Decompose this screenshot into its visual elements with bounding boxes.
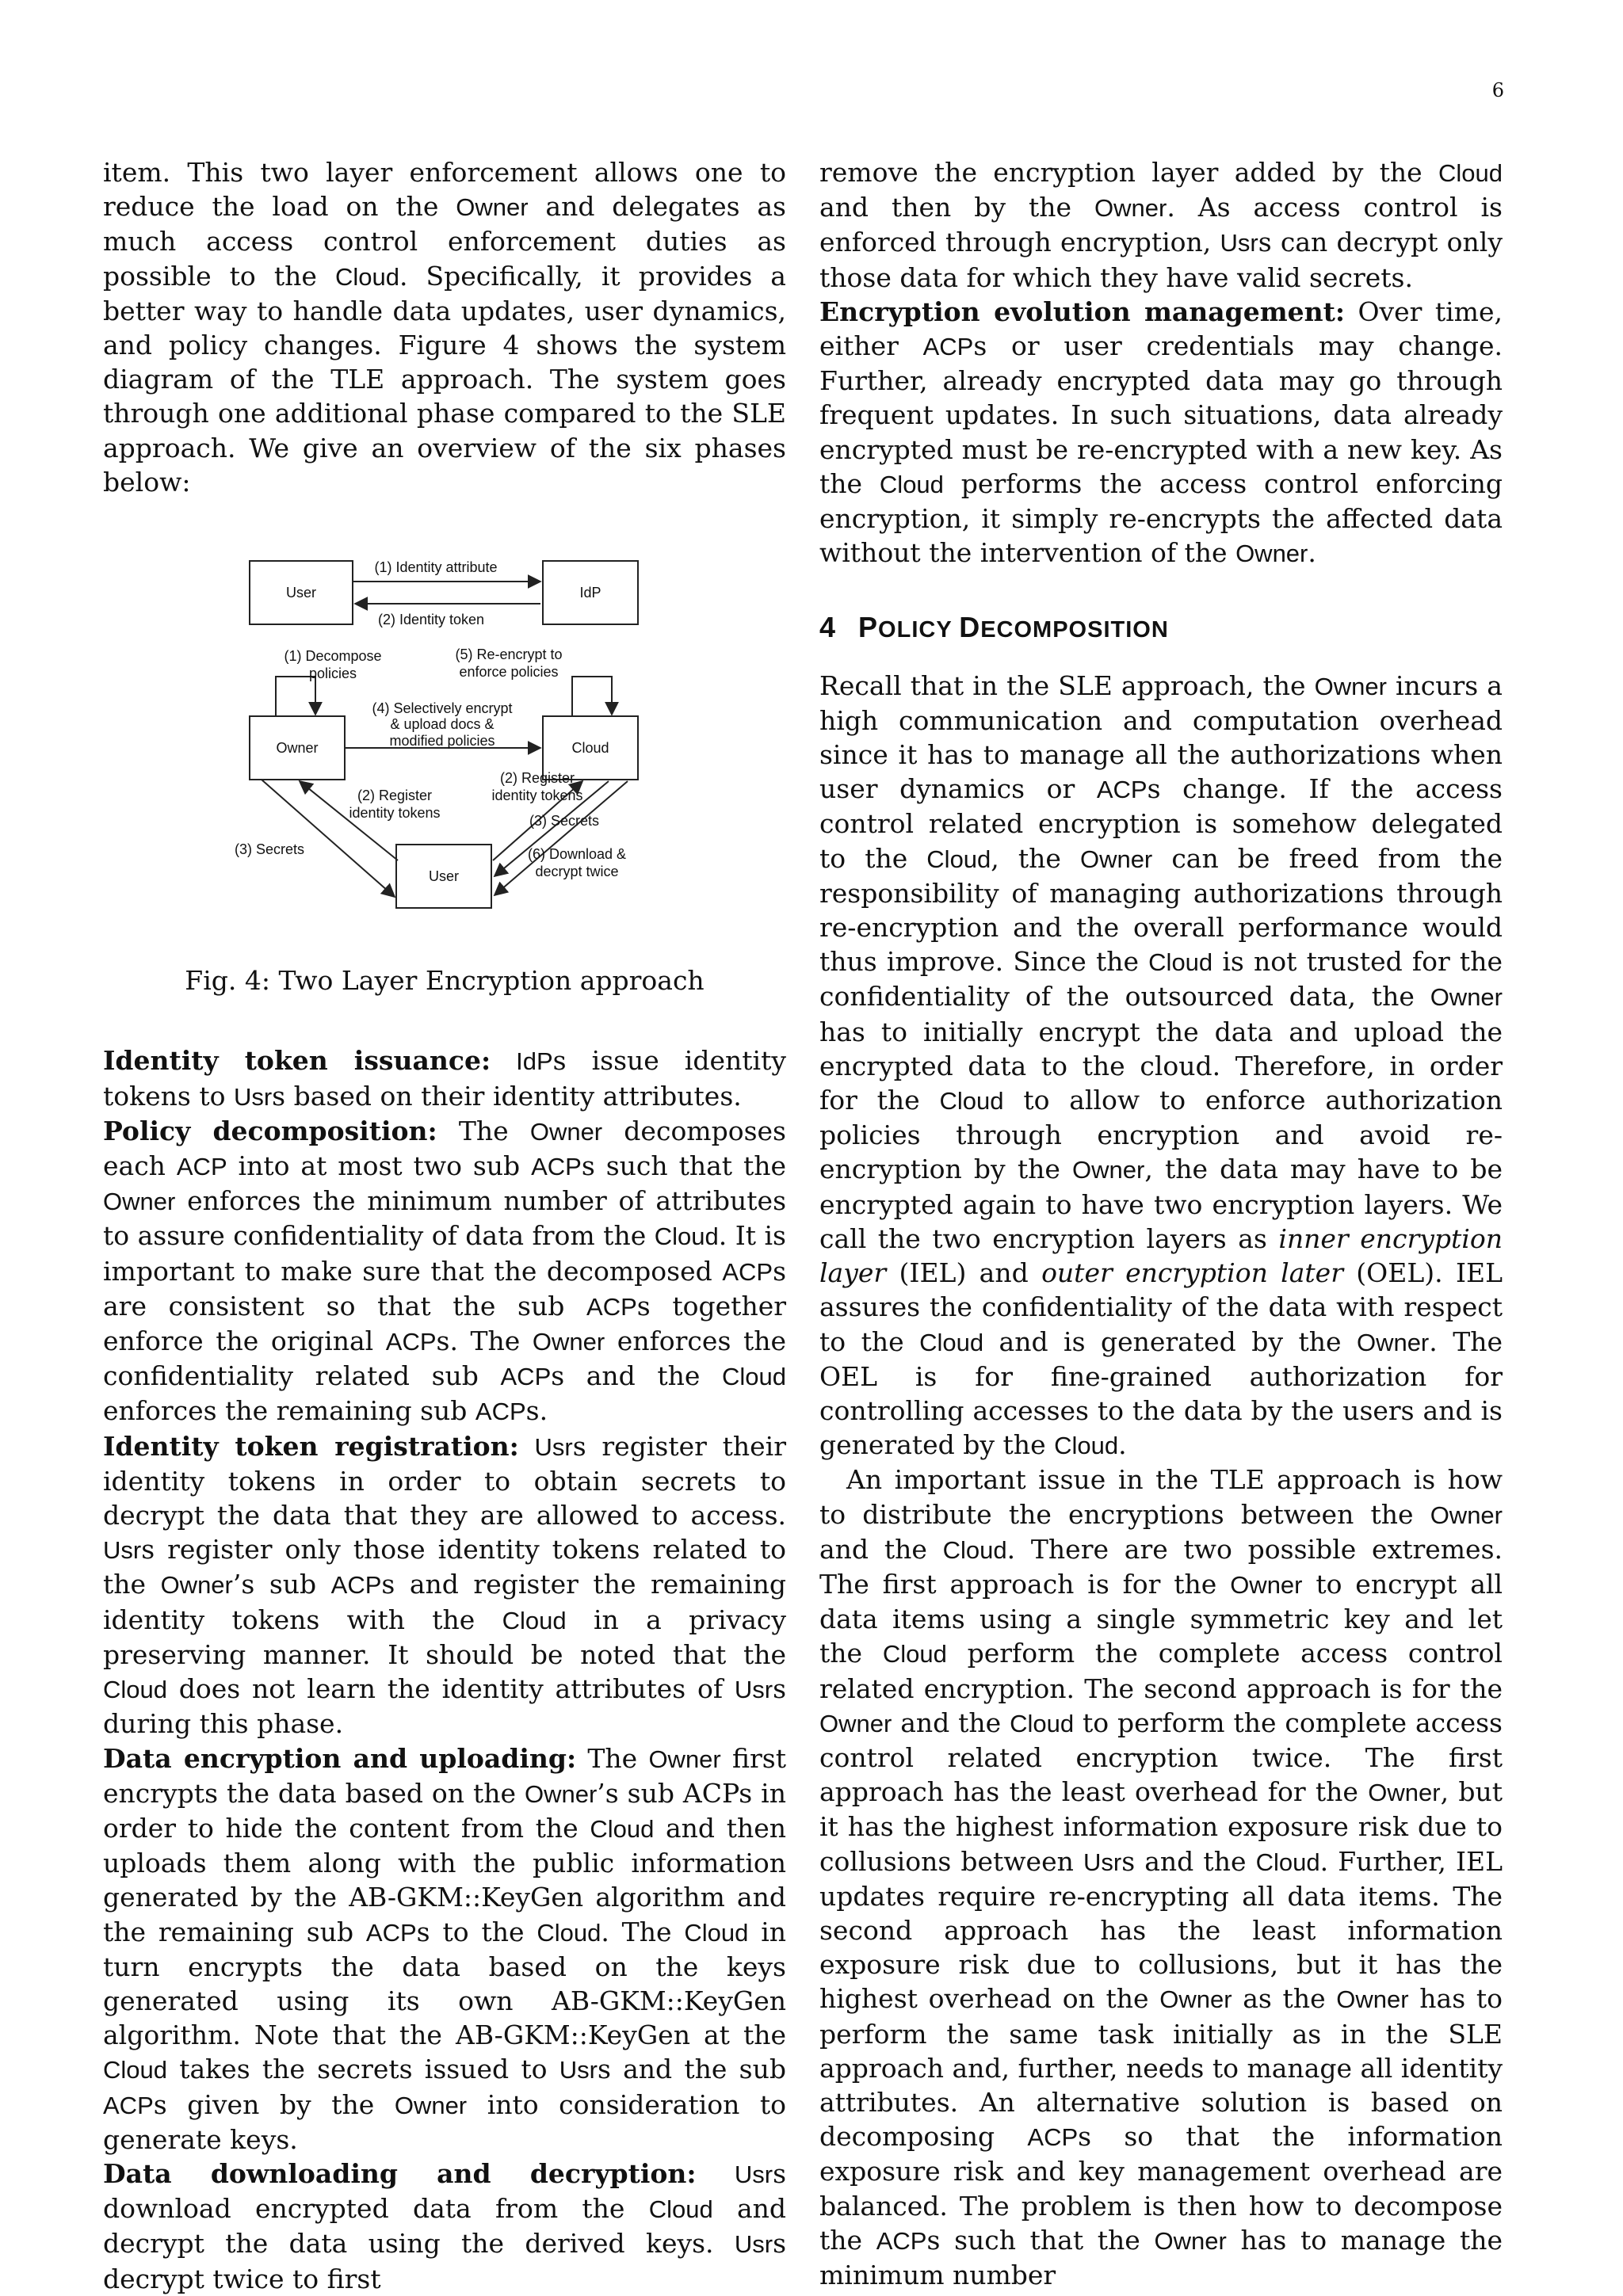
continued-paragraph: remove the encryption layer added by the Cloud and then by the Owner. As access control is enforced through encryption, Usrs can decrypt only those data for which they have valid secrets.	[819, 157, 1503, 293]
section-paragraph-2: An important issue in the TLE approach is how to distribute the encryptions between the Owner and the Cloud. There are two possible extremes. The first approach is for the Owner to encrypt all data items using a single symmetric key and let the Cloud perform the complete access control related encryption. The second approach is for the Owner and the Cloud to perform the complete access control related encryption twice. The first approach has the least overhead for the Owner, but it has the highest information exposure risk due to collusions between Usrs and the Cloud. Further, IEL updates require re-encrypting all data items. The second approach has the least information exposure risk due to collusions, but it has the highest overhead on the Owner as the Owner has to perform the same task initially as in the SLE approach and, further, needs to manage all identity attributes. An alternative solution is based on decomposing ACPs so that the information exposure risk and key management overhead are balanced. The problem is then how to decompose the ACPs such that the Owner has to manage the minimum number	[819, 1464, 1503, 2290]
reg-cloud-label-1: (2) Register	[499, 770, 575, 787]
entity-term: Owner	[532, 1328, 605, 1356]
decompose-label-1: (1) Decompose	[284, 648, 382, 665]
entity-term: Owner	[529, 1117, 603, 1146]
phase-label: Data downloading and decryption:	[103, 2157, 697, 2189]
figure-caption: Fig. 4: Two Layer Encryption approach	[185, 965, 705, 997]
phase-label: Encryption evolution management:	[819, 296, 1346, 327]
phase-data-downloading	[103, 2157, 786, 2296]
entity-term: Owner	[1336, 1985, 1409, 2014]
entity-term: Owner	[1079, 845, 1153, 873]
entity-term: ACP	[876, 2226, 927, 2255]
secrets-cloud-label: (3) Secrets	[529, 813, 600, 830]
phase-identity-issuance	[103, 1043, 786, 1113]
entity-term: ACP	[176, 1153, 227, 1181]
entity-term: ACP	[385, 1328, 437, 1356]
entity-term: Owner	[1072, 1156, 1145, 1184]
entity-term: ACP	[531, 1153, 582, 1181]
entity-term: Cloud	[879, 470, 944, 498]
entity-term: Cloud	[684, 1918, 749, 1947]
phase-body: Usrs download encrypted data from the Cloud and decrypt the data using the derived keys. Usrs decrypt twice to first	[103, 2157, 787, 2294]
entity-term: Cloud	[334, 262, 399, 291]
reencrypt-label-1: (5) Re-encrypt to	[455, 646, 563, 663]
entity-term: Cloud	[1255, 1848, 1320, 1876]
entity-term: ACP	[1027, 2123, 1079, 2152]
right-column	[819, 155, 1503, 2292]
entity-term: Owner	[103, 1188, 176, 1216]
section-number: 4	[819, 611, 837, 644]
entity-term: Cloud	[919, 1328, 984, 1356]
section-title-part: D	[959, 611, 981, 644]
phase-policy-decomposition	[103, 1114, 786, 1429]
phase-label: Identity token registration:	[103, 1430, 519, 1462]
phase-body: The Owner decomposes each ACP into at most two sub ACPs such that the Owner enforces the minimum number of attributes to assure confidentiality of data from the Cloud. It is important to make sure that the decomposed ACPs are consistent so that the sub ACPs together enforce the original ACPs. The Owner enforces the confidentiality related sub ACPs and the Cloud enforces the remaining sub ACPs.	[103, 1115, 787, 1427]
owner-label: Owner	[276, 740, 319, 757]
reencrypt-label-2: enforce policies	[459, 664, 559, 681]
entity-term: Owner	[160, 1571, 233, 1600]
phase-body: IdPs issue identity tokens to Usrs based on their identity attributes.	[103, 1045, 786, 1112]
phase-body: Over time, either ACPs or user credentials may change. Further, already encrypted data may go through frequent updates. In such situations, data already encrypted must be re-encrypted with a new key. As the Cloud performs the access control enforcing encryption, it simply re-encrypts the affected data without the intervention of the Owner.	[819, 296, 1503, 569]
entity-term: Owner	[456, 193, 529, 222]
entity-term: Owner	[1430, 1501, 1503, 1529]
entity-term: Usr	[1083, 1848, 1122, 1876]
decompose-label-2: policies	[308, 666, 357, 682]
entity-term: Owner	[1356, 1328, 1430, 1356]
entity-term: Usr	[103, 1536, 142, 1565]
left-column	[103, 155, 786, 2296]
user-label-bottom: User	[428, 868, 460, 885]
entity-term: ACP	[365, 1918, 417, 1947]
entity-term: ACP	[330, 1571, 382, 1600]
entity-term: Cloud	[882, 1640, 947, 1669]
identity-attribute-label: (1) Identity attribute	[374, 559, 498, 576]
phase-body: The Owner first encrypts the data based on the Owner’s sub ACPs in order to hide the content from the Cloud and then uploads them along with the public information generated by the AB-GKM::KeyGen algorithm and the remaining sub ACPs to the Cloud. The Cloud in turn encrypts the data based on the keys generated using its own AB-GKM::KeyGen algorithm. Note that the AB-GKM::KeyGen at the Cloud takes the secrets issued to Usrs and the sub ACPs given by the Owner into consideration to generate keys.	[103, 1742, 787, 2155]
entity-term: Cloud	[1010, 1709, 1075, 1737]
entity-term: Owner	[1154, 2226, 1227, 2255]
entity-term: Cloud	[590, 1814, 655, 1843]
entity-term: Cloud	[103, 1676, 167, 1704]
section-title-part: OLICY	[878, 617, 960, 643]
entity-term: Cloud	[1438, 159, 1503, 187]
download-label-2: decrypt twice	[535, 864, 619, 880]
entity-term: Owner	[1314, 672, 1387, 700]
entity-term: Usr	[559, 2056, 598, 2084]
reg-owner-label-2: identity tokens	[349, 805, 441, 822]
entity-term: Cloud	[942, 1535, 1007, 1564]
figure-4	[103, 543, 786, 997]
entity-term: Owner	[1159, 1985, 1232, 2014]
entity-term: Cloud	[722, 1363, 786, 1391]
user-label-top: User	[285, 585, 317, 601]
entity-term: Owner	[1368, 1779, 1441, 1807]
entity-term: Owner	[524, 1779, 598, 1808]
emphasis: outer encryption later	[1041, 1257, 1343, 1289]
page-number: 6	[1491, 79, 1504, 101]
entity-term: IdP	[516, 1047, 553, 1076]
entity-term: Cloud	[648, 2195, 713, 2224]
entity-term: ACP	[922, 333, 974, 361]
entity-term: Usr	[734, 1676, 773, 1704]
cloud-label: Cloud	[571, 740, 609, 757]
phase-label: Identity token issuance:	[103, 1045, 491, 1077]
reg-owner-label-1: (2) Register	[357, 788, 433, 804]
phase-data-encryption	[103, 1741, 786, 2157]
entity-term: Usr	[734, 2160, 773, 2188]
section-heading	[819, 610, 1503, 647]
entity-term: Cloud	[1148, 948, 1213, 977]
entity-term: ACP	[500, 1363, 552, 1391]
entity-term: Owner	[819, 1709, 892, 1737]
entity-term: Usr	[233, 1082, 273, 1111]
entity-term: Cloud	[939, 1087, 1004, 1116]
upload-label-1: (4) Selectively encrypt	[372, 700, 513, 717]
phase-label: Policy decomposition:	[103, 1115, 437, 1146]
entity-term: ACP	[103, 2091, 154, 2119]
section-paragraph-1: Recall that in the SLE approach, the Owner incurs a high communication and computation overhead since it has to manage all the authorizations when user dynamics or ACPs change. If the access control related encryption is somehow delegated to the Cloud, the Owner can be freed from the responsibility of managing authorizations through re-encryption and the overall performance would thus improve. Since the Cloud is not trusted for the confidentiality of the outsourced data, the Owner has to initially encrypt the data and upload the encrypted data to the cloud. Therefore, in order for the Cloud to allow to enforce authorization policies through encryption and avoid re-encryption by the Owner, the data may have to be encrypted again to have two encryption layers. We call the two encryption layers as inner encryption layer (IEL) and outer encryption later (OEL). IEL assures the confidentiality of the data with respect to the Cloud and is generated by the Owner. The OEL is for fine-grained authorization for controlling accesses to the data by the users and is generated by the Cloud.	[819, 669, 1503, 1461]
entity-term: ACP	[1096, 776, 1148, 804]
entity-term: Cloud	[654, 1222, 719, 1251]
upload-label-2: & upload docs &	[390, 716, 495, 733]
secrets-owner-label: (3) Secrets	[234, 841, 305, 858]
identity-token-label: (2) Identity token	[377, 612, 485, 628]
entity-term: Owner	[1094, 194, 1167, 223]
entity-term: Cloud	[537, 1918, 601, 1947]
reencrypt-loop-arrow	[572, 677, 612, 716]
entity-term: ACP	[475, 1398, 526, 1426]
entity-term: Cloud	[103, 2056, 167, 2084]
reg-cloud-label-2: identity tokens	[491, 788, 583, 804]
phase-label: Data encryption and uploading:	[103, 1742, 577, 1774]
phase-evolution-management	[819, 295, 1503, 571]
upload-label-3: modified policies	[389, 733, 495, 749]
entity-term: Owner	[1230, 1570, 1303, 1599]
idp-label: IdP	[579, 585, 601, 601]
entity-term: ACP	[586, 1292, 637, 1321]
emphasis: inner encryption layer	[819, 1222, 1503, 1289]
section-title-part: ECOMPOSITION	[980, 617, 1169, 643]
entity-term: Usr	[534, 1432, 573, 1461]
entity-term: Usr	[734, 2230, 773, 2259]
entity-term: Owner	[1430, 983, 1503, 1012]
entity-term: Owner	[648, 1745, 721, 1773]
entity-term: Cloud	[1054, 1432, 1119, 1460]
phase-token-registration	[103, 1429, 786, 1741]
intro-paragraph: item. This two layer enforcement allows one to reduce the load on the Owner and delegates as much access control enforcement duties as possible to the Cloud. Specifically, it provides a better way to handle data updates, user dynamics, and policy changes. Figure 4 shows the system diagram of the TLE approach. The system goes through one additional phase compared to the SLE approach. We give an overview of the six phases below:	[103, 157, 786, 498]
phase-body: Usrs register their identity tokens in order to obtain secrets to decrypt the data that they are allowed to access. Usrs register only those identity tokens related to the Owner’s sub ACPs and register the remaining identity tokens with the Cloud in a privacy preserving manner. It should be noted that the Cloud does not learn the identity attributes of Usrs during this phase.	[103, 1430, 786, 1740]
download-label-1: (6) Download &	[527, 846, 627, 863]
entity-term: ACP	[722, 1257, 773, 1286]
section-title-part: P	[858, 611, 879, 644]
entity-term: Cloud	[926, 845, 991, 873]
decompose-loop-arrow	[276, 677, 315, 716]
entity-term: Usr	[1220, 229, 1258, 257]
tle-system-diagram	[103, 543, 786, 932]
entity-term: Owner	[1235, 540, 1308, 568]
entity-term: Cloud	[502, 1606, 567, 1634]
entity-term: Owner	[394, 2091, 468, 2119]
phases-list	[103, 1043, 786, 2295]
